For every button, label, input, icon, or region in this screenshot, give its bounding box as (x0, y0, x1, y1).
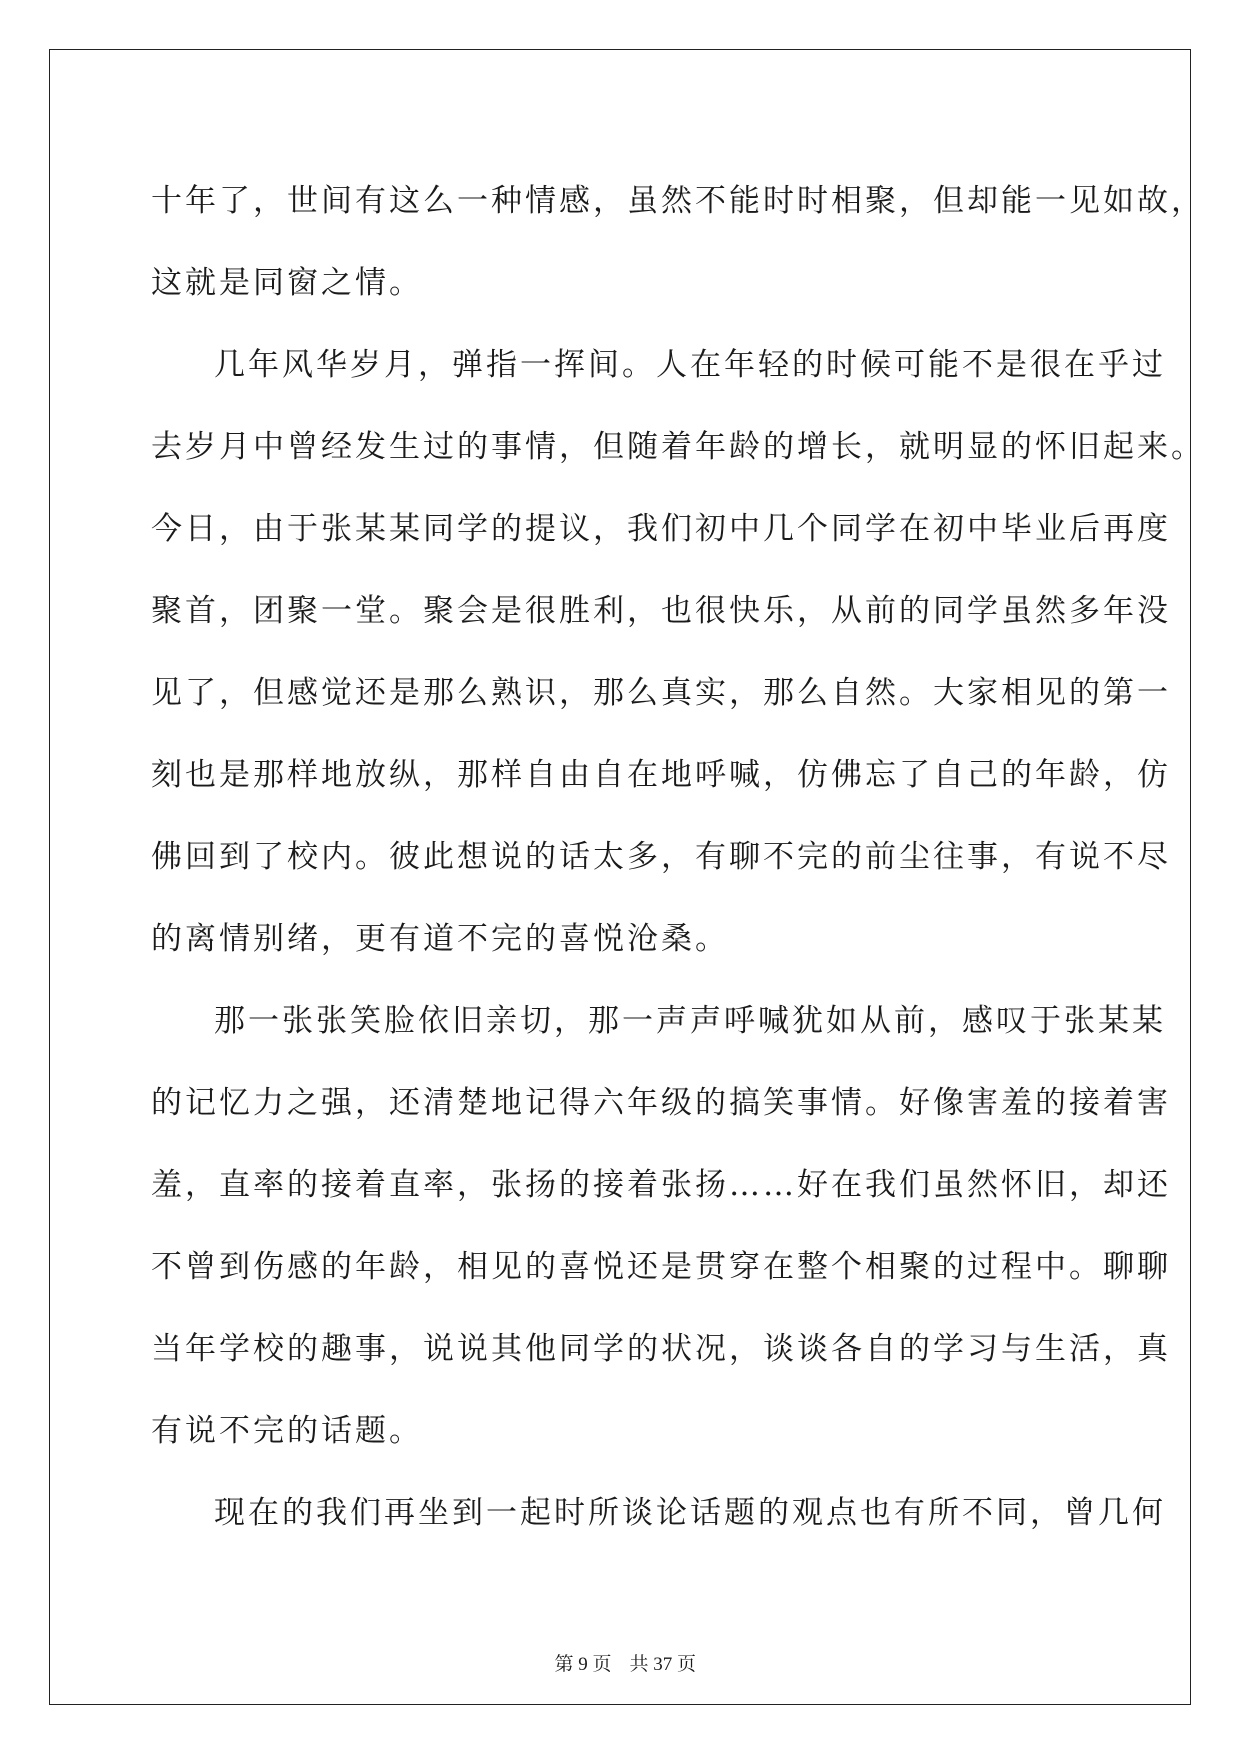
text-line-6: 聚首，团聚一堂。聚会是很胜利，也很快乐，从前的同学虽然多年没 (151, 593, 1171, 629)
text-line-7: 见了，但感觉还是那么熟识，那么真实，那么自然。大家相见的第一 (151, 675, 1171, 711)
text-line-1: 十年了，世间有这么一种情感，虽然不能时时相聚，但却能一见如故， (151, 183, 1205, 219)
text-line-16: 有说不完的话题。 (151, 1413, 423, 1449)
text-line-10: 的离情别绪，更有道不完的喜悦沧桑。 (151, 921, 729, 957)
text-line-2: 这就是同窗之情。 (151, 265, 423, 301)
text-line-17: 现在的我们再坐到一起时所谈论话题的观点也有所不同，曾几何 (214, 1495, 1166, 1531)
text-line-4: 去岁月中曾经发生过的事情，但随着年龄的增长，就明显的怀旧起来。 (151, 429, 1205, 465)
text-line-11: 那一张张笑脸依旧亲切，那一声声呼喊犹如从前，感叹于张某某 (214, 1003, 1166, 1039)
page-footer (0, 1629, 1241, 1677)
text-line-3: 几年风华岁月，弹指一挥间。人在年轻的时候可能不是很在乎过 (214, 347, 1166, 383)
text-line-9: 佛回到了校内。彼此想说的话太多，有聊不完的前尘往事，有说不尽 (151, 839, 1171, 875)
text-line-8: 刻也是那样地放纵，那样自由自在地呼喊，仿佛忘了自己的年龄，仿 (151, 757, 1171, 793)
text-line-14: 不曾到伤感的年龄，相见的喜悦还是贯穿在整个相聚的过程中。聊聊 (151, 1249, 1171, 1285)
text-line-15: 当年学校的趣事，说说其他同学的状况，谈谈各自的学习与生活，真 (151, 1331, 1171, 1367)
current-page-number: 第 9 页 (554, 1654, 612, 1675)
text-line-12: 的记忆力之强，还清楚地记得六年级的搞笑事情。好像害羞的接着害 (151, 1085, 1171, 1121)
total-page-count: 共 37 页 (629, 1654, 697, 1675)
text-line-13: 羞，直率的接着直率，张扬的接着张扬……好在我们虽然怀旧，却还 (151, 1167, 1171, 1203)
document-body (151, 160, 1205, 1554)
text-line-5: 今日，由于张某某同学的提议，我们初中几个同学在初中毕业后再度 (151, 511, 1171, 547)
